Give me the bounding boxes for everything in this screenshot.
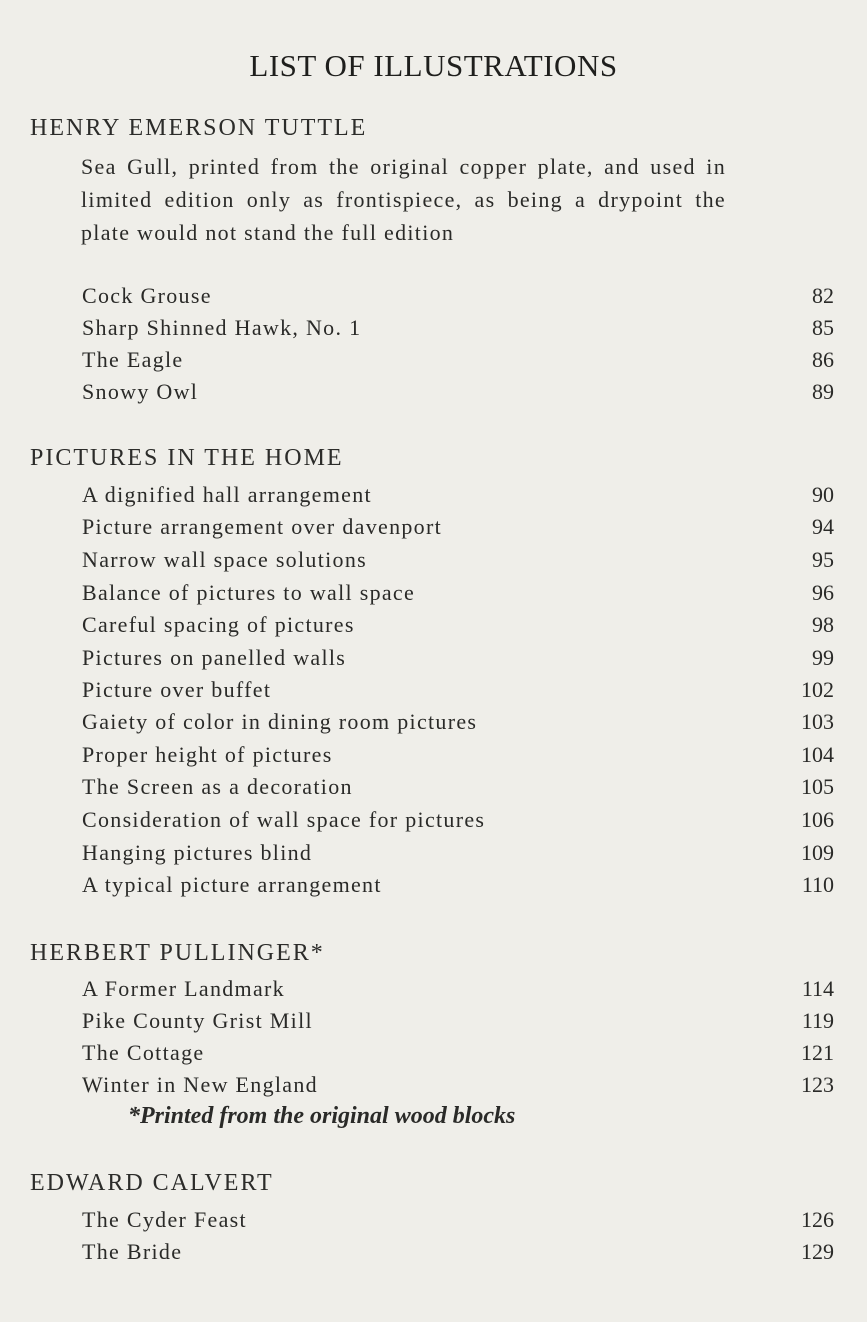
entry-page: 82 — [812, 283, 834, 308]
entry-title: A Former Landmark — [82, 976, 285, 1001]
entry-title: A dignified hall arrangement — [82, 482, 372, 507]
entry-page: 98 — [812, 612, 834, 637]
entry-page: 105 — [801, 774, 834, 799]
entry-page: 123 — [801, 1072, 834, 1097]
entry-page: 95 — [812, 547, 834, 572]
list-item — [82, 379, 834, 411]
entry-page: 85 — [812, 315, 834, 340]
entry-page: 89 — [812, 379, 834, 404]
section-heading-tuttle: HENRY EMERSON TUTTLE — [30, 115, 368, 141]
entry-title: Pictures on panelled walls — [82, 645, 347, 670]
entry-title: Winter in New England — [82, 1072, 318, 1097]
entry-page: 119 — [801, 1008, 834, 1033]
entry-page: 129 — [801, 1239, 834, 1264]
list-item — [82, 1040, 834, 1072]
entry-title: Picture over buffet — [82, 677, 272, 702]
list-item — [82, 1008, 834, 1040]
list-item — [82, 347, 834, 379]
entry-page: 114 — [801, 976, 834, 1001]
entry-title: Picture arrangement over davenport — [82, 514, 443, 539]
entry-title: The Cottage — [82, 1040, 205, 1065]
entry-title: The Cyder Feast — [82, 1207, 247, 1232]
entry-title: Gaiety of color in dining room pictures — [82, 709, 478, 734]
entry-page: 86 — [812, 347, 834, 372]
entry-title: Snowy Owl — [82, 379, 199, 404]
list-item — [82, 807, 834, 839]
entry-page: 102 — [801, 677, 834, 702]
entry-page: 96 — [812, 580, 834, 605]
list-item — [82, 976, 834, 1008]
entry-page: 109 — [801, 840, 834, 865]
entry-title: Careful spacing of pictures — [82, 612, 355, 637]
entry-page: 103 — [801, 709, 834, 734]
list-item — [82, 580, 834, 612]
entry-page: 121 — [801, 1040, 834, 1065]
list-item — [82, 1207, 834, 1239]
list-item — [82, 315, 834, 347]
list-item — [82, 872, 834, 904]
list-item — [82, 677, 834, 709]
entry-title: Pike County Grist Mill — [82, 1008, 313, 1033]
list-item — [82, 645, 834, 677]
section-heading-calvert: EDWARD CALVERT — [30, 1170, 274, 1196]
entry-title: Narrow wall space solutions — [82, 547, 367, 572]
entry-page: 126 — [801, 1207, 834, 1232]
page-title: LIST OF ILLUSTRATIONS — [249, 48, 618, 83]
entry-title: Proper height of pictures — [82, 742, 333, 767]
section-heading-pictures-in-the-home: PICTURES IN THE HOME — [30, 445, 344, 471]
entry-title: Cock Grouse — [82, 283, 212, 308]
entry-title: Consideration of wall space for pictures — [82, 807, 486, 832]
entry-title: The Bride — [82, 1239, 183, 1264]
frontispiece-note: Sea Gull, printed from the original copper plate, and used in limited edition only as frontispiece, as being a drypoint the plate would not stand the full edition — [81, 154, 726, 245]
entry-title: Balance of pictures to wall space — [82, 580, 416, 605]
entry-title: Sharp Shinned Hawk, No. 1 — [82, 315, 362, 340]
entry-page: 99 — [812, 645, 834, 670]
list-item — [82, 840, 834, 872]
list-item — [82, 482, 834, 514]
list-item — [82, 709, 834, 741]
entry-title: The Eagle — [82, 347, 184, 372]
list-item — [82, 1239, 834, 1271]
list-item — [82, 514, 834, 546]
section-heading-pullinger: HERBERT PULLINGER* — [30, 940, 325, 966]
list-item — [82, 774, 834, 806]
entry-page: 110 — [801, 872, 834, 897]
list-item — [82, 283, 834, 315]
list-item — [82, 1072, 834, 1104]
entry-title: Hanging pictures blind — [82, 840, 313, 865]
entry-page: 104 — [801, 742, 834, 767]
entry-title: A typical picture arrangement — [82, 872, 382, 897]
entry-page: 106 — [801, 807, 834, 832]
list-item — [82, 742, 834, 774]
entry-title: The Screen as a decoration — [82, 774, 353, 799]
list-item — [82, 612, 834, 644]
entry-page: 90 — [812, 482, 834, 507]
entry-page: 94 — [812, 514, 834, 539]
footnote: *Printed from the original wood blocks — [128, 1103, 516, 1129]
list-item — [82, 547, 834, 579]
